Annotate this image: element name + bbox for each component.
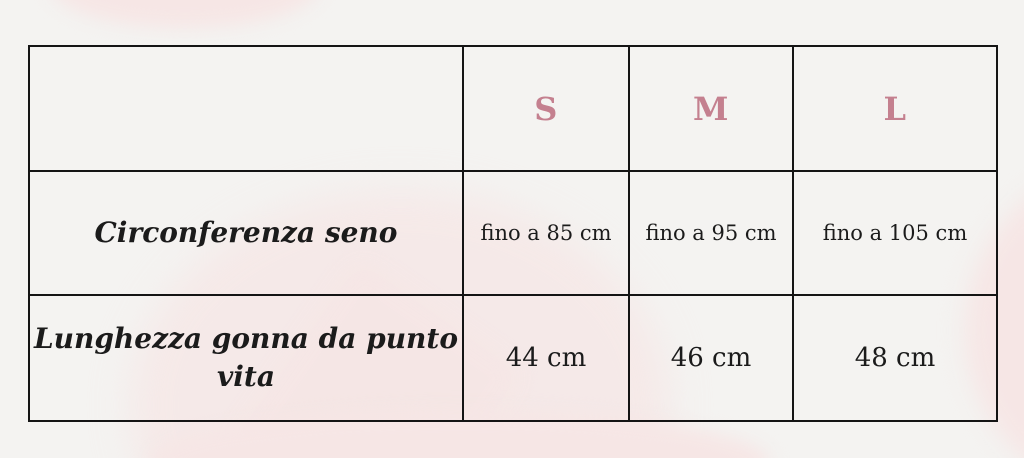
table-row-skirt-length bbox=[29, 295, 997, 421]
col-header-s: S bbox=[463, 46, 629, 171]
cell-bust-l: fino a 105 cm bbox=[793, 171, 997, 295]
cell-skirt-l: 48 cm bbox=[793, 295, 997, 421]
table-row-bust bbox=[29, 171, 997, 295]
cell-bust-m: fino a 95 cm bbox=[629, 171, 793, 295]
corner-empty-cell bbox=[29, 46, 463, 171]
cell-skirt-m: 46 cm bbox=[629, 295, 793, 421]
decorative-petal-top-icon bbox=[50, 0, 320, 28]
cell-bust-s: fino a 85 cm bbox=[463, 171, 629, 295]
col-header-m: M bbox=[629, 46, 793, 171]
table-header-row bbox=[29, 46, 997, 171]
size-chart-table bbox=[28, 45, 998, 422]
row-label-skirt-length: Lunghezza gonna da punto vita bbox=[29, 295, 463, 421]
col-header-l: L bbox=[793, 46, 997, 171]
row-label-bust: Circonferenza seno bbox=[29, 171, 463, 295]
cell-skirt-s: 44 cm bbox=[463, 295, 629, 421]
